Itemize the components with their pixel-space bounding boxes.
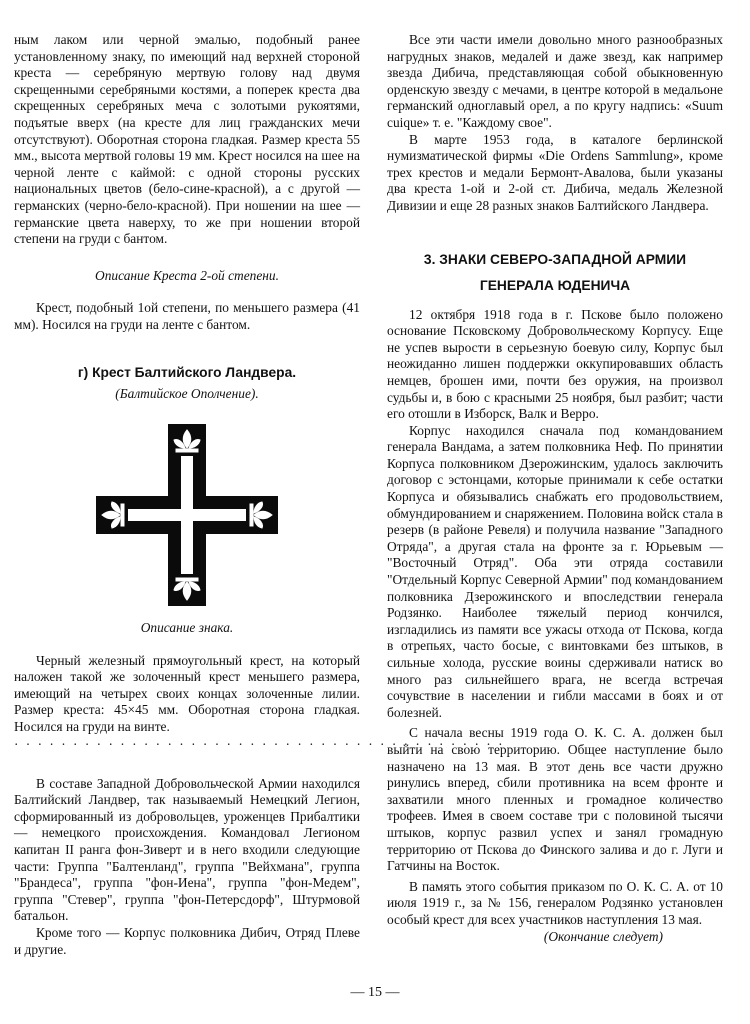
paragraph-western-army: В составе Западной Добровольческой Армии находился Балтийский Ландвер, так называемый Немецкий Легион, сформированный из добровольцев, уроженцев Прибалтики — немецкого происхождения. Командовал Легионом капитан II ранга фон-Зиверт и в него входили следующие части: Группа "Балтенланд", группа "Вейхмана", группа "Брандеса", группа "фон-Иена", группа "фон-Медем", группа "Стевер", группа "фон-Петерсдорф", Штурмовой батальон. (14, 775, 360, 924)
baltic-cross-figure (14, 424, 360, 606)
section-heading-line-2: ГЕНЕРАЛА ЮДЕНИЧА (479, 277, 631, 293)
page-number: — 15 — (350, 985, 400, 1000)
section-heading-northwest-army (387, 249, 723, 297)
paragraph-berlin-catalog: В марте 1953 года, в каталоге берлинской нумизматической фирмы «Die Ordens Sammlung», кроме трех крестов и медали Бермонт-Авалова, были указаны два креста 1-ой и 2-ой ст. Дибича, медаль Железной Дивизии и еще 28 разных знаков Балтийского Ландвера. (387, 131, 723, 213)
left-column (14, 32, 505, 958)
paragraph-badges-stars: Все эти части имели довольно много разнообразных нагрудных знаков, медалей и даже звезд, как например звезда Дибича, представляющая собой обыкновенную орденскую звезду с мечами, в центре которой в медальоне германский одноглавый орел, а по кругу надпись: «Suum cuique» т. е. "Каждому свое". (387, 32, 723, 130)
paragraph-dibich-corps: Кроме того — Корпус полковника Дибич, Отряд Плеве и другие. (14, 925, 360, 957)
baltic-cross-icon (96, 424, 278, 606)
section-subheading-baltic-militia: (Балтийское Ополчение). (115, 385, 259, 401)
right-column (387, 32, 723, 945)
dotted-divider: · · · · · · · · · · · · · · · · · · · · · · · · · · · · · · · · · · · · · · · · · · (14, 736, 505, 752)
caption-second-degree: Описание Креста 2-ой степени. (95, 267, 279, 283)
paragraph-sign-description: Черный железный прямоугольный крест, на который наложен такой же золоченный крест меньшего размера, имеющий на четырех своих концах золоченные лилии. Размер креста: 45×45 мм. Оборотная сторона гладкая. Носился на груди на винте. (14, 652, 360, 735)
section-heading-baltic-landwehr: г) Крест Балтийского Ландвера. (77, 364, 297, 380)
section-heading-line-1: 3. ЗНАКИ СЕВЕРО-ЗАПАДНОЙ АРМИИ (423, 251, 687, 267)
paragraph-corps-command: Корпус находился сначала под командованием генерала Вандама, а затем полковника Неф. По принятии Корпуса полковником Дзерожинским, удалось заключить договор с эстонцами, которые принимали к себе остатки Корпуса и обязывались снабжать его продовольствием, обмундированием и снаряжением. Половина войск стала в резерв (в районе Ревеля) и получила название "Западного Отряда", а другая стала на фронте за г. Юрьевым — "Восточный Отряд". Оба эти отряда составили "Отдельный Корпус Северной Армии" под командованием полковника Дзерожинского и впоследствии генерала Родзянко. Наиболее тяжелый период кончился, изгладились из памяти все ужасы отхода от Пскова, когда в отрепьях, часто босые, с винтовками без штыков, в сильные холода, русские воины сдерживали натиск во много раз сильнейшего врага, не всегда встречая сочувствие в населении и гибли массами в боях и от болезней. (387, 422, 723, 720)
caption-sign-description: Описание знака. (140, 620, 234, 636)
paragraph-intro: ным лаком или черной эмалью, подобный ранее установленному знаку, по имеющий над верхней стороной креста — серебряную мертвую голову над двумя скрещенными серебряными костями, а поперек креста два скрещенных серебряных меча с золотыми рукоятями, подъятые вверх (на кресте для лиц гражданских мечи отсутствуют). Оборотная сторона гладкая. Размер креста 55 мм., высота мертвой головы 19 мм. Крест носился на шее на черной ленте с каймой: с одной стороны русских национальных цветов (бело-сине-красной), а с другой — германских (черно-бело-красной). При ношении на шее — германские цвета наверху, то же при ношении второй степени на груди с бантом. (14, 32, 361, 247)
paragraph-second-degree: Крест, подобный 1ой степени, по меньшего размера (41 мм). Носился на груди на ленте с бантом. (14, 300, 360, 332)
to-be-continued: (Окончание следует) (543, 928, 663, 944)
paragraph-october-1918: 12 октября 1918 года в г. Пскове было положено основание Псковскому Добровольческому Корпусу. Еще не успев вырости в серьезную боевую силу, Корпус был неожиданно лишен поддержки оккупировавших область немцев, брошен ими, почти без оружия, на произвол судьбы и, в бою с красными 25 ноября, был разбит; части его отошли в Изборск, Валк и Верро. (387, 306, 723, 422)
paragraph-spring-1919: С начала весны 1919 года О. К. С. А. должен был выйти на свою территорию. Общее наступление было назначено на 13 мая. В этот день все части дружно ринулись вперед, сбили противника на всем фронте и захватили много пленных и громадное количество трофеев. Имея в своем составе три с половиной тысячи штыков, корпус развил успех и занял громадную территорию от Пскова до Финского залива и до г. Луги и Гатчины на Восток. (387, 725, 723, 874)
paragraph-memorial-cross: В память этого события приказом по О. К. С. А. от 10 июля 1919 г., за № 156, генералом Родзянко установлен особый крест для всех участников наступления 13 мая. (387, 878, 723, 927)
